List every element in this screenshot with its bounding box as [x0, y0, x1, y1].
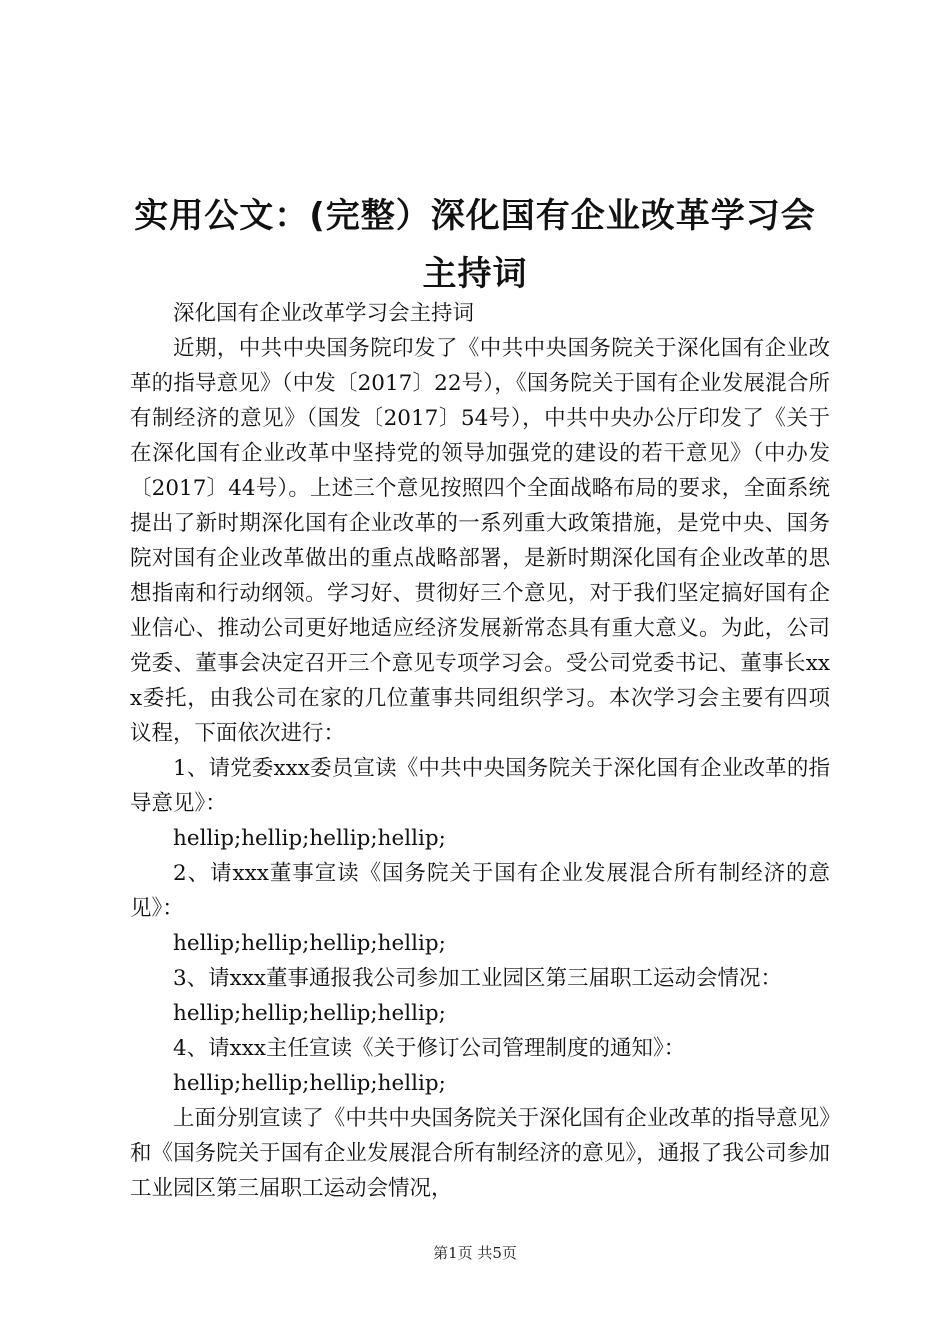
agenda-item-4: 4、请xxx主任宣读《关于修订公司管理制度的通知》： — [173, 1036, 686, 1061]
agenda-item-3: 3、请xxx董事通报我公司参加工业园区第三届职工运动会情况： — [173, 966, 783, 991]
subtitle-paragraph: 深化国有企业改革学习会主持词 — [173, 301, 475, 326]
summary-paragraph: 上面分别宣读了《中共中央国务院关于深化国有企业改革的指导意见》和《国务院关于国有企业发展混合所有制经济的意见》，通报了我公司参加工业园区第三届职工运动会情况， — [130, 1106, 830, 1201]
page-footer: 第1页 共5页 — [433, 1244, 517, 1262]
agenda-item-2: 2、请xxx董事宣读《国务院关于国有企业发展混合所有制经济的意见》： — [130, 861, 830, 921]
document-title-line2: 主持词 — [422, 254, 528, 294]
ellipsis-line: hellip;hellip;hellip;hellip; — [173, 826, 446, 851]
ellipsis-line: hellip;hellip;hellip;hellip; — [173, 931, 446, 956]
document-title-line1: 实用公文：(完整）深化国有企业改革学习会 — [134, 196, 816, 236]
body-paragraph: 近期，中共中央国务院印发了《中共中央国务院关于深化国有企业改革的指导意见》（中发〔2017〕22号），《国务院关于国有企业发展混合所有制经济的意见》（国发〔2017〕54号），中共中央办公厅印发了《关于在深化国有企业改革中坚持党的领导加强党的建设的若干意见》（中办发〔2017〕44号）。上述三个意见按照四个全面战略布局的要求，全面系统提出了新时期深化国有企业改革的一系列重大政策措施，是党中央、国务院对国有企业改革做出的重点战略部署，是新时期深化国有企业改革的思想指南和行动纲领。学习好、贯彻好三个意见，对于我们坚定搞好国有企业信心、推动公司更好地适应经济发展新常态具有重大意义。为此，公司党委、董事会决定召开三个意见专项学习会。受公司党委书记、董事长xxx委托，由我公司在家的几位董事共同组织学习。本次学习会主要有四项议程，下面依次进行： — [130, 336, 830, 746]
ellipsis-line: hellip;hellip;hellip;hellip; — [173, 1001, 446, 1026]
agenda-item-1: 1、请党委xxx委员宣读《中共中央国务院关于深化国有企业改革的指导意见》： — [130, 756, 830, 816]
ellipsis-line: hellip;hellip;hellip;hellip; — [173, 1071, 446, 1096]
document-body — [130, 296, 830, 1206]
